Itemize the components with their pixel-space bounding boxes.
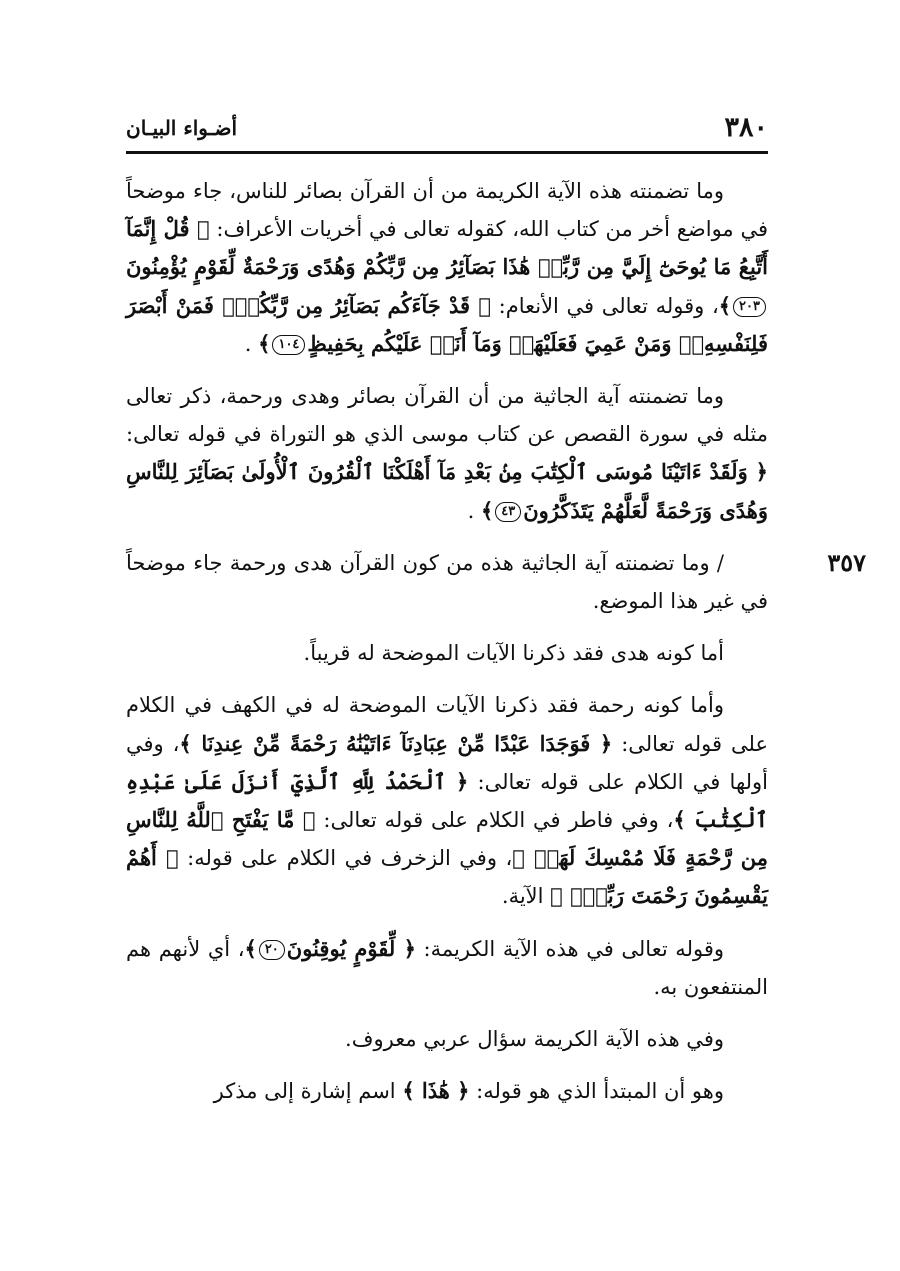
quran-quote: ﴿ أَهُمْ يَقْسِمُونَ رَحْمَتَ رَبِّكَۚ ﴾ bbox=[126, 845, 768, 909]
quran-quote: ﴿ فَوَجَدَا عَبْدًا مِّنْ عِبَادِنَآ ءَاتَيْنَٰهُ رَحْمَةً مِّنْ عِندِنَا ﴾ bbox=[179, 730, 613, 756]
body-text-segment: ، وفي الزخرف في الكلام على قوله: bbox=[178, 846, 513, 871]
ayah-number-marker: ٤٣ bbox=[495, 502, 521, 522]
quran-quote: ﴾ bbox=[718, 292, 732, 318]
body-text-segment: وقوله تعالى في هذه الآية الكريمة: bbox=[415, 936, 724, 961]
quran-quote: ﴿ قَدْ جَآءَكُم بَصَآئِرُ مِن رَّبِّكُمْۖ فَمَنْ أَبْصَرَ فَلِنَفْسِهِۦۖ وَمَنْ عَمِيَ فَعَلَيْهَاۚ وَمَآ أَنَا۠ عَلَيْكُم بِحَفِيظٍ bbox=[126, 292, 768, 356]
body-text-segment: ، وفي أولها في الكلام على قوله تعالى: bbox=[126, 731, 769, 794]
body-text-segment: ، وقوله تعالى في الأنعام: bbox=[490, 293, 719, 318]
body-text-segment: . bbox=[467, 498, 481, 523]
body-text bbox=[126, 172, 866, 1124]
body-text-segment: ، وفي فاطر في الكلام على قوله تعالى: bbox=[315, 808, 674, 833]
body-text-segment: وما تضمنته هذه الآية الكريمة من أن القرآن بصائر للناس، جاء موضحاً في مواضع أخر من كتاب الله، كقوله تعالى في أخريات الأعراف: bbox=[126, 179, 768, 242]
body-text-segment: وما تضمنته آية الجاثية من أن القرآن بصائر وهدى ورحمة، ذكر تعالى مثله في سورة القصص عن كتاب موسى الذي هو التوراة في قوله تعالى: bbox=[126, 384, 768, 447]
paragraph bbox=[126, 1020, 768, 1058]
margin-page-number: ٣٥٧ bbox=[827, 547, 866, 577]
body-text-segment: وهو أن المبتدأ الذي هو قوله: bbox=[469, 1079, 724, 1104]
body-text-segment: / وما تضمنته آية الجاثية هذه من كون القرآن هدى ورحمة جاء موضحاً في غير هذا الموضع. bbox=[126, 550, 768, 614]
paragraph bbox=[126, 172, 768, 363]
running-title: أضـواء البيـان bbox=[126, 116, 238, 140]
paragraph bbox=[126, 930, 768, 1006]
paragraph bbox=[126, 686, 768, 915]
paragraph bbox=[126, 377, 768, 530]
body-text-segment: . bbox=[244, 331, 259, 356]
body-text-segment: أما كونه هدى فقد ذكرنا الآيات الموضحة له قريباً. bbox=[303, 641, 724, 666]
paragraph bbox=[126, 544, 866, 620]
header-rule bbox=[126, 151, 768, 154]
page-number: ٣٨٠ bbox=[724, 112, 768, 143]
page-header bbox=[126, 108, 768, 148]
paragraph bbox=[126, 1072, 768, 1110]
ayah-number-marker: ٢٠ bbox=[259, 940, 285, 960]
quran-quote: ﴿ هَٰذَا ﴾ bbox=[402, 1078, 470, 1104]
quran-quote: ﴿ لِّقَوْمٍ يُوقِنُونَ bbox=[286, 935, 416, 961]
body-text-segment: الآية. bbox=[501, 884, 551, 909]
body-text-segment: وأما كونه رحمة فقد ذكرنا الآيات الموضحة له في الكهف في الكلام على قوله تعالى: bbox=[126, 693, 768, 756]
quran-quote: ﴿ مَّا يَفْتَحِ ٱللَّهُ لِلنَّاسِ مِن رَّحْمَةٍ فَلَا مُمْسِكَ لَهَاۖ ﴾ bbox=[126, 807, 768, 871]
body-text-segment: وفي هذه الآية الكريمة سؤال عربي معروف. bbox=[345, 1027, 724, 1052]
paragraph bbox=[126, 634, 768, 672]
quran-quote: ﴿ ٱلْحَمْدُ لِلَّهِ ٱلَّذِيٓ أَنزَلَ عَلَىٰ عَبْدِهِ ٱلْكِتَٰبَ ﴾ bbox=[126, 768, 768, 833]
quran-quote: ﴾ bbox=[258, 330, 271, 356]
quran-quote: ﴾ bbox=[480, 497, 494, 523]
quran-quote: ﴿ قُلْ إِنَّمَآ أَتَّبِعُ مَا يُوحَىٰٓ إِلَيَّ مِن رَّبِّيۚ هَٰذَا بَصَآئِرُ مِن رَّبِّكُمْ وَهُدًى وَرَحْمَةٌ لِّقَوْمٍ يُؤْمِنُونَ bbox=[126, 216, 768, 280]
ayah-number-marker: ١٠٤ bbox=[272, 335, 305, 355]
quran-quote: ﴾ bbox=[244, 935, 257, 961]
ayah-number-marker: ٢٠٣ bbox=[733, 297, 766, 317]
quran-quote: ﴿ وَلَقَدْ ءَاتَيْنَا مُوسَى ٱلْكِتَٰبَ مِنۢ بَعْدِ مَآ أَهْلَكْنَا ٱلْقُرُونَ ٱلْأُولَىٰ بَصَآئِرَ لِلنَّاسِ وَهُدًى وَرَحْمَةً لَّعَلَّهُمْ يَتَذَكَّرُونَ bbox=[126, 459, 768, 523]
body-text-segment: ، أي لأنهم هم المنتفعون به. bbox=[126, 936, 768, 999]
body-text-segment: اسم إشارة إلى مذكر bbox=[213, 1079, 403, 1104]
